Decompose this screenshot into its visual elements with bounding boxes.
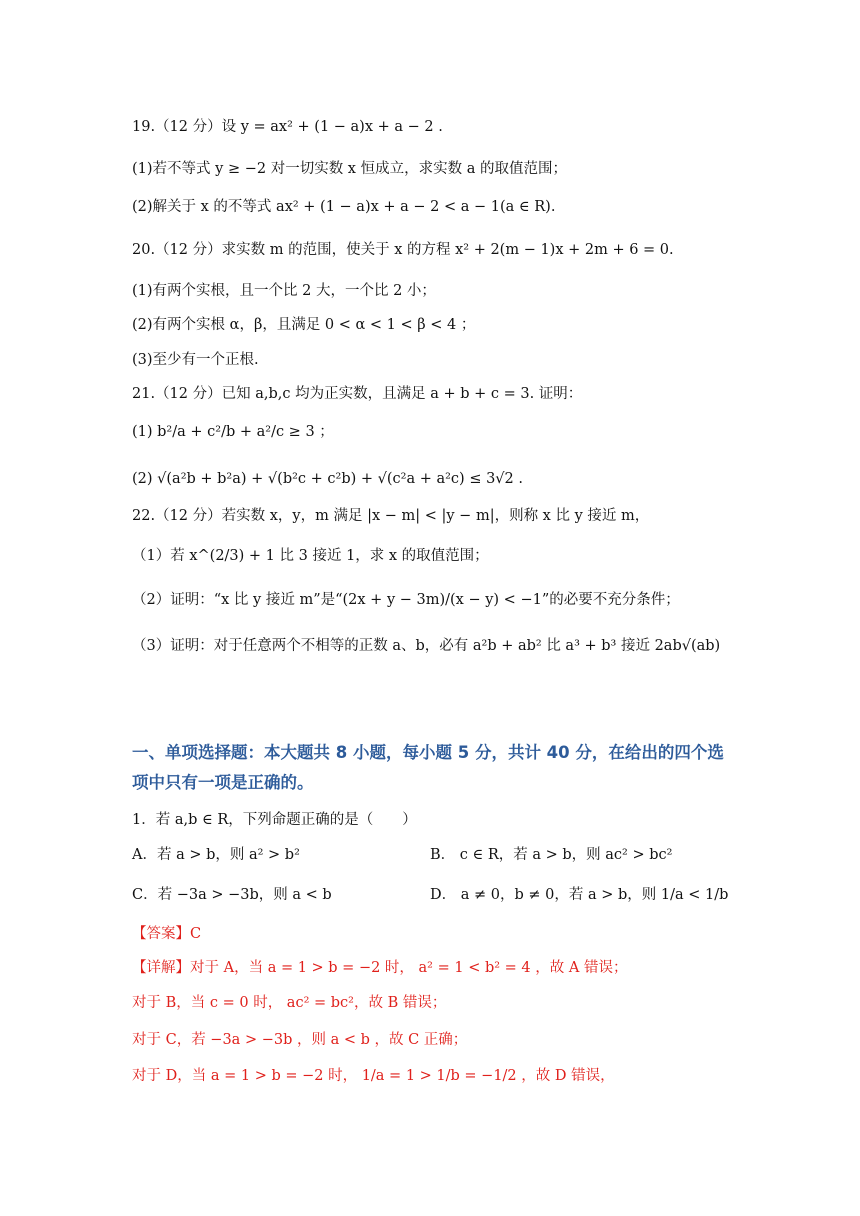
problem-20-part3: (3)至少有一个正根. xyxy=(132,352,259,368)
section-heading-line1: 一、单项选择题：本大题共 8 小题，每小题 5 分，共计 40 分，在给出的四个选 xyxy=(132,743,724,762)
option-d: D． a ≠ 0，b ≠ 0，若 a > b，则 1/a < 1/b xyxy=(430,887,729,903)
section-heading-line2: 项中只有一项是正确的。 xyxy=(132,773,314,792)
problem-22-part1: （1）若 x^(2/3) + 1 比 3 接近 1，求 x 的取值范围； xyxy=(132,548,489,564)
question-1-stem: 1．若 a,b ∈ R，下列命题正确的是（ ） xyxy=(132,812,417,828)
problem-22-stem: 22.（12 分）若实数 x，y，m 满足 |x − m| < |y − m|，则称 x 比 y 接近 m， xyxy=(132,508,650,524)
problem-19-part1: (1)若不等式 y ≥ −2 对一切实数 x 恒成立，求实数 a 的取值范围； xyxy=(132,161,567,177)
answer-detail-c: 对于 C，若 −3a > −3b ，则 a < b ，故 C 正确； xyxy=(132,1032,468,1048)
answer-label: 【答案】C xyxy=(132,926,202,942)
problem-21-stem: 21.（12 分）已知 a,b,c 均为正实数，且满足 a + b + c = 3. 证明： xyxy=(132,386,583,402)
option-b: B． c ∈ R，若 a > b，则 ac² > bc² xyxy=(430,847,673,863)
problem-19-part2: (2)解关于 x 的不等式 ax² + (1 − a)x + a − 2 < a − 1(a ∈ R). xyxy=(132,199,556,215)
problem-20-part1: (1)有两个实根，且一个比 2 大，一个比 2 小； xyxy=(132,283,436,299)
answer-detail-d: 对于 D，当 a = 1 > b = −2 时， 1/a = 1 > 1/b = −1/2 ，故 D 错误， xyxy=(132,1068,615,1084)
problem-22-part3: （3）证明：对于任意两个不相等的正数 a、b，必有 a²b + ab² 比 a³ + b³ 接近 2ab√(ab) xyxy=(132,638,721,654)
problem-20-part2: (2)有两个实根 α，β，且满足 0 < α < 1 < β < 4 ； xyxy=(132,317,476,333)
option-a: A．若 a > b，则 a² > b² xyxy=(132,847,300,863)
option-c: C．若 −3a > −3b，则 a < b xyxy=(132,887,332,903)
answer-detail-a: 【详解】对于 A，当 a = 1 > b = −2 时， a² = 1 < b² = 4 ，故 A 错误； xyxy=(132,960,628,976)
problem-21-part1: (1) b²/a + c²/b + a²/c ≥ 3 ； xyxy=(132,424,334,440)
problem-22-part2: （2）证明：“x 比 y 接近 m”是“(2x + y − 3m)/(x − y) < −1”的必要不充分条件； xyxy=(132,592,680,608)
problem-21-part2: (2) √(a²b + b²a) + √(b²c + c²b) + √(c²a + a²c) ≤ 3√2 . xyxy=(132,471,523,487)
problem-20-stem: 20.（12 分）求实数 m 的范围，使关于 x 的方程 x² + 2(m − 1)x + 2m + 6 = 0. xyxy=(132,242,674,258)
problem-19-stem: 19.（12 分）设 y = ax² + (1 − a)x + a − 2 . xyxy=(132,119,443,135)
answer-detail-b: 对于 B，当 c = 0 时， ac² = bc²，故 B 错误； xyxy=(132,995,447,1011)
